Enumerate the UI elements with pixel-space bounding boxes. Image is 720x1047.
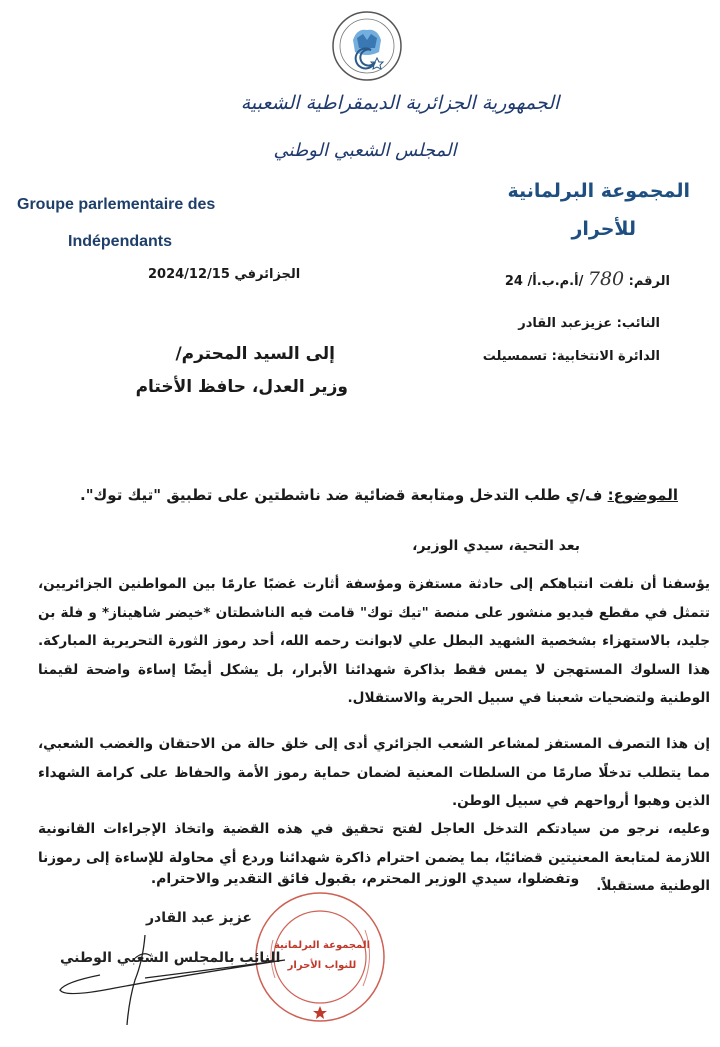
reference-label: الرقم: xyxy=(628,274,670,289)
letter-date: الجزائرفي 2024/12/15 xyxy=(148,267,301,282)
subject-line xyxy=(80,486,678,504)
recipient-line2: وزير العدل، حافظ الأختام xyxy=(135,377,348,397)
greeting: بعد التحية، سيدي الوزير، xyxy=(412,538,580,554)
group-name-ar-line2: للأحرار xyxy=(571,218,636,240)
reference-handwritten-number: 780 xyxy=(587,268,625,290)
group-name-ar-line1: المجموعة البرلمانية xyxy=(507,180,690,202)
group-name-fr-line1: Groupe parlementaire des xyxy=(17,196,216,213)
reference-suffix: /أ.م.ب.أ/ 24 xyxy=(504,274,584,289)
closing-line: وتفضلوا، سيدي الوزير المحترم، بقبول فائق التقدير والاحترام. xyxy=(150,871,580,887)
body-paragraph-3: وعليه، نرجو من سيادتكم التدخل العاجل لفتح تحقيق في هذه القضية واتخاذ الإجراءات القانونية اللازمة لمتابعة المعنيتين قضائيًا، بما يضمن احترام ذاكرة شهدائنا وردع أي محاولة للإساءة إلى رموزنا الوطنية مستقبلاً. xyxy=(38,821,710,894)
stamp-text-line1: المجموعة البرلمانية xyxy=(273,940,371,951)
reference-number xyxy=(505,268,670,290)
body-paragraph-1: يؤسفنا أن نلفت انتباهكم إلى حادثة مستفزة ومؤسفة أثارت غضبًا عارمًا بين المواطنين الجزائريين، تتمثل في مقطع فيديو منشور على منصة "تيك توك" قامت فيه الناشطتان *خيضر شاهيناز* و فلة بن جليد، بالاستهزاء بشخصية الشهيد البطل علي لابوانت رحمه الله، أحد رموز الثورة التحريرية المباركة. هذا السلوك المستهجن لا يمس فقط بذاكرة شهدائنا الأبرار، بل يشكل أيضًا إساءة واضحة لقيمنا الوطنية ولتضحيات شعبنا في سبيل الحرية والاستقلال. xyxy=(38,576,710,706)
signatory-title: النائب بالمجلس الشعبي الوطني xyxy=(60,950,281,966)
recipient-line1: إلى السيد المحترم/ xyxy=(175,344,335,364)
algeria-emblem-seal-icon xyxy=(331,10,403,82)
electoral-district: الدائرة الانتخابية: تسمسيلت xyxy=(482,349,660,364)
subject-label: الموضوع: xyxy=(607,486,678,504)
group-name-fr-line2: Indépendants xyxy=(68,233,173,250)
signatory-name: عزيز عبد القادر xyxy=(146,910,252,926)
assembly-name: المجلس الشعبي الوطني xyxy=(273,140,457,161)
republic-name: الجمهورية الجزائرية الديمقراطية الشعبية xyxy=(240,92,560,114)
deputy-name: النائب: عزيزعبد القادر xyxy=(518,316,660,331)
body-paragraph-2: إن هذا التصرف المستفز لمشاعر الشعب الجزائري أدى إلى خلق حالة من الاحتقان والغضب الشعبي، مما يتطلب تدخلًا صارمًا من السلطات المعنية لضمان حماية رموز الأمة والحفاظ على كرامة الشهداء الذين وهبوا أرواحهم في سبيل الوطن. xyxy=(38,736,710,809)
stamp-text-line2: للنواب الأحرار xyxy=(287,960,357,971)
subject-text: ف/ي طلب التدخل ومتابعة قضائية ضد ناشطتين على تطبيق "تيك توك". xyxy=(80,486,608,504)
handwritten-signature xyxy=(25,920,325,1030)
